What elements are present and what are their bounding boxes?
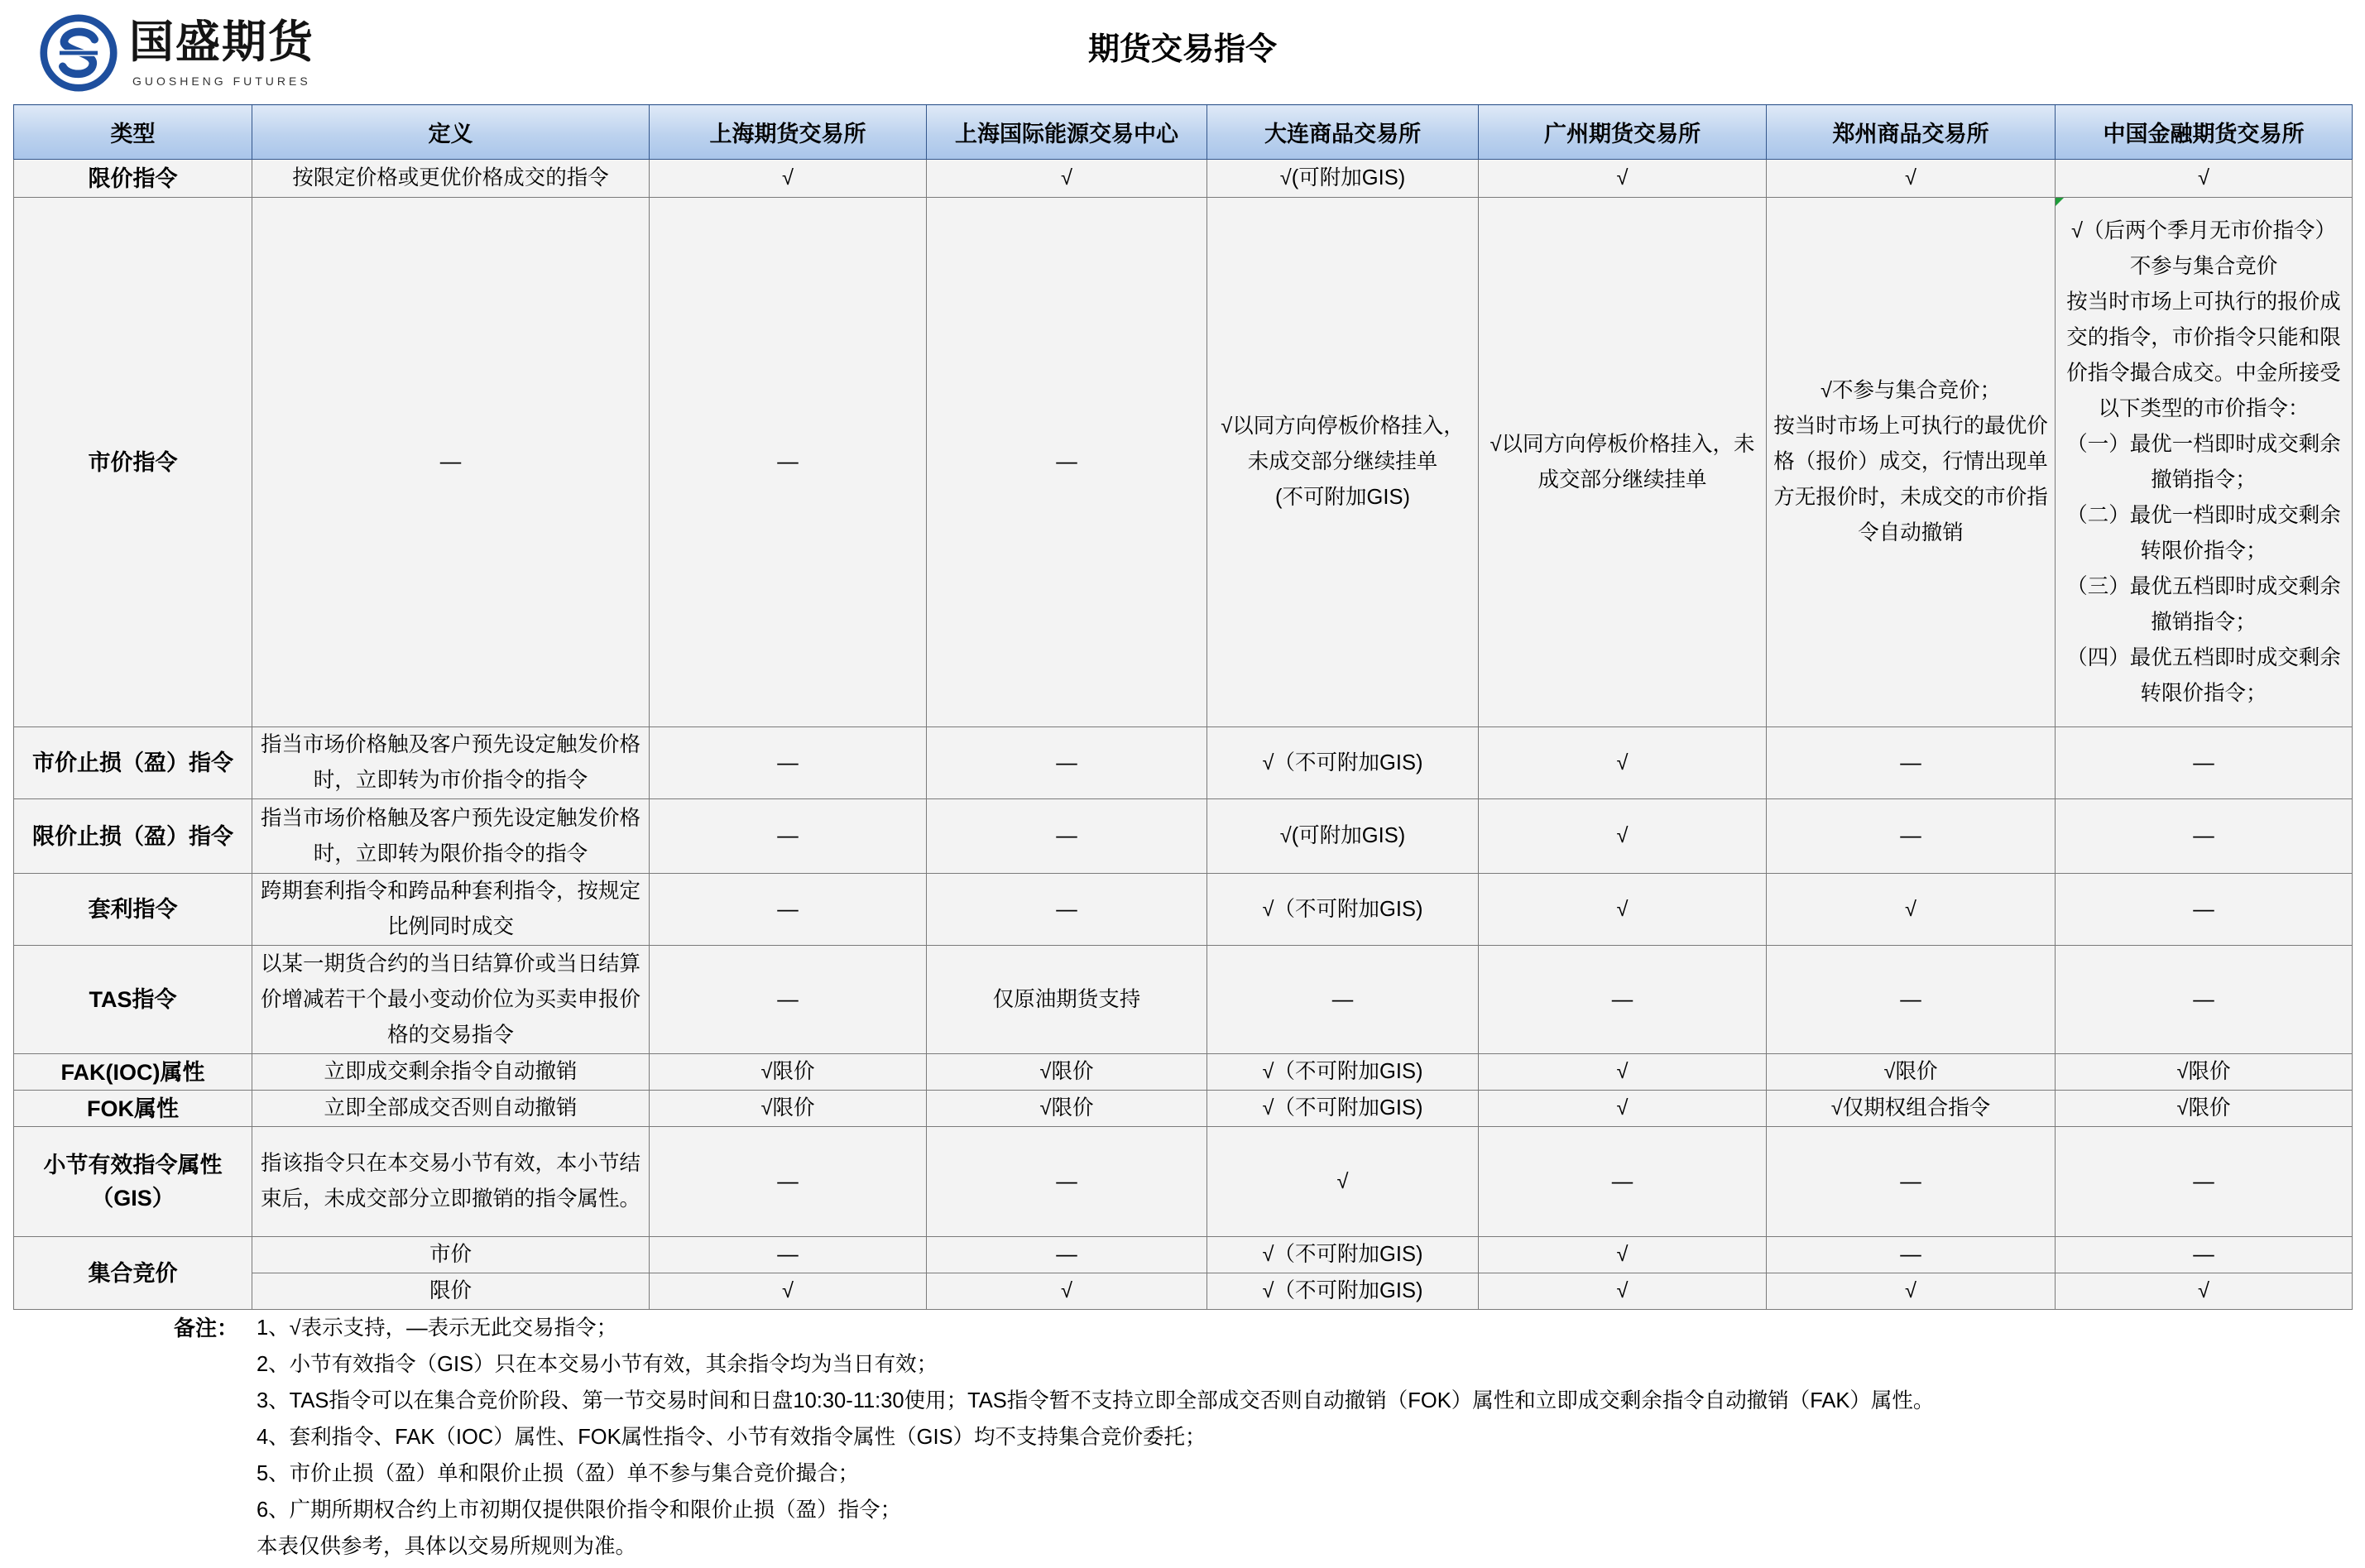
cell-text-line: √ xyxy=(782,1279,794,1302)
cell-cffex xyxy=(2056,1273,2353,1310)
cell-text-line: — xyxy=(2193,1169,2214,1193)
cell-text-line: FAK(IOC)属性 xyxy=(60,1059,205,1085)
cell-shfe xyxy=(650,1127,927,1237)
cell-text-line: 时，立即转为市价指令的指令 xyxy=(313,769,588,792)
cell-text-line: — xyxy=(777,750,799,774)
cell-definition xyxy=(252,799,650,874)
cell-text-line: √（不可附加GIS) xyxy=(1262,1060,1423,1083)
cell-text-line: — xyxy=(777,824,799,847)
cell-text-line: — xyxy=(777,1243,799,1266)
cell-ine xyxy=(927,1273,1207,1310)
note-item: 1、√表示支持，—表示无此交易指令； xyxy=(257,1316,618,1340)
cell-text-line: — xyxy=(439,450,462,473)
cell-text-line: √ xyxy=(1905,897,1916,921)
cell-text-line: 时，立即转为限价指令的指令 xyxy=(313,842,588,866)
cell-shfe xyxy=(650,1273,927,1310)
cell-shfe xyxy=(650,874,927,946)
cell-text-line: √ xyxy=(1616,1060,1629,1083)
cell-text-line: — xyxy=(1331,987,1354,1011)
cell-definition xyxy=(252,1237,650,1273)
cell-cffex xyxy=(2056,1237,2353,1273)
cell-text-line: 指该指令只在本交易小节有效，本小节结 xyxy=(260,1152,640,1175)
cell-text-line: — xyxy=(1900,824,1921,847)
cell-text-line: — xyxy=(777,450,799,473)
cell-ine xyxy=(927,198,1207,727)
cell-text-line: √以同方向停板价格挂入， xyxy=(1221,415,1465,438)
cell-text-line: 价增减若干个最小变动价位为买卖申报价 xyxy=(260,987,640,1011)
cell-gfex xyxy=(1479,1237,1767,1273)
cell-text-line: √ xyxy=(2198,166,2209,189)
page-title: 期货交易指令 xyxy=(1087,32,1277,67)
cell-dce xyxy=(1207,1273,1479,1310)
column-header-cffex: 中国金融期货交易所 xyxy=(2056,105,2353,160)
cell-dce xyxy=(1207,1237,1479,1273)
cell-text-line: √ xyxy=(1616,1096,1629,1120)
cell-dce xyxy=(1207,946,1479,1054)
cell-text-line: — xyxy=(2193,1243,2214,1266)
cell-gfex xyxy=(1479,727,1767,799)
cell-ine xyxy=(927,727,1207,799)
company-name-english: GUOSHENG FUTURES xyxy=(132,74,311,88)
row-type-label xyxy=(14,198,252,727)
cell-text-line: √（不可附加GIS) xyxy=(1262,1096,1423,1120)
cell-shfe xyxy=(650,198,927,727)
cell-definition xyxy=(252,198,650,727)
cell-czce xyxy=(1767,198,2056,727)
column-header-dce: 大连商品交易所 xyxy=(1207,105,1479,160)
cell-dce xyxy=(1207,727,1479,799)
table-row xyxy=(14,727,2353,799)
table-row xyxy=(14,946,2353,1054)
notes-label: 备注： xyxy=(174,1316,239,1340)
cell-text-line: 立即全部成交否则自动撤销 xyxy=(324,1096,578,1120)
cell-text-line: 撤销指令； xyxy=(2151,610,2257,634)
cell-shfe xyxy=(650,1091,927,1127)
cell-text-line: √限价 xyxy=(2176,1096,2231,1120)
cell-czce xyxy=(1767,946,2056,1054)
cell-text-line: — xyxy=(1611,987,1633,1011)
cell-text-line: — xyxy=(2193,897,2214,921)
cell-gfex xyxy=(1479,874,1767,946)
cell-text-line: 按当时市场上可执行的报价成 xyxy=(2066,290,2341,314)
table-row xyxy=(14,198,2353,727)
cell-text-line: √ xyxy=(1616,824,1629,847)
cell-text-line: 仅原油期货支持 xyxy=(992,987,1141,1011)
cell-cffex xyxy=(2056,160,2353,198)
note-item: 6、广期所期权合约上市初期仅提供限价指令和限价止损（盈）指令； xyxy=(257,1498,902,1522)
cell-definition xyxy=(252,1091,650,1127)
cell-text-line: 交的指令，市价指令只能和限 xyxy=(2066,325,2341,349)
cell-text-line: FOK属性 xyxy=(87,1096,179,1121)
cell-cffex xyxy=(2056,946,2353,1054)
column-header-gfex: 广州期货交易所 xyxy=(1479,105,1767,160)
cell-text-line: √ xyxy=(1061,1279,1072,1302)
cell-ine xyxy=(927,799,1207,874)
cell-ine xyxy=(927,1237,1207,1273)
cell-text-line: — xyxy=(1611,1169,1633,1193)
cell-czce xyxy=(1767,160,2056,198)
cell-text-line: 令自动撤销 xyxy=(1858,521,1964,544)
cell-text-line: 限价指令 xyxy=(88,165,178,191)
note-disclaimer: 本表仅供参考，具体以交易所规则为准。 xyxy=(257,1535,637,1558)
cell-text-line: （三）最优五档即时成交剩余 xyxy=(2066,574,2341,598)
cell-ine xyxy=(927,160,1207,198)
cell-text-line: 跨期套利指令和跨品种套利指令，按规定 xyxy=(260,880,640,903)
cell-text-line: √ xyxy=(1905,1279,1916,1302)
header-row xyxy=(14,105,2353,160)
cell-text-line: 转限价指令； xyxy=(2140,681,2267,705)
cell-text-line: （二）最优一档即时成交剩余 xyxy=(2066,503,2341,527)
cell-definition xyxy=(252,946,650,1054)
table-row xyxy=(14,1054,2353,1091)
note-item: 2、小节有效指令（GIS）只在本交易小节有效，其余指令均为当日有效； xyxy=(257,1353,938,1376)
cell-text-line: 转限价指令； xyxy=(2140,539,2267,563)
cell-text-line: √（不可附加GIS) xyxy=(1262,897,1423,921)
cell-text-line: √ xyxy=(1616,750,1629,774)
cell-text-line: 指当市场价格触及客户预先设定触发价格 xyxy=(260,806,640,830)
row-type-label xyxy=(14,1091,252,1127)
cell-definition xyxy=(252,727,650,799)
cell-definition xyxy=(252,1054,650,1091)
cell-ine xyxy=(927,946,1207,1054)
cell-text-line: √ xyxy=(1061,166,1072,189)
row-type-label xyxy=(14,1054,252,1091)
cell-text-line: √ xyxy=(1616,1243,1629,1266)
cell-dce xyxy=(1207,160,1479,198)
cell-text-line: — xyxy=(777,1169,799,1193)
cell-czce xyxy=(1767,799,2056,874)
cell-text-line: √ xyxy=(1905,166,1916,189)
cell-text-line: 市价止损（盈）指令 xyxy=(32,750,233,775)
cell-text-line: 限价 xyxy=(429,1279,472,1302)
cell-text-line: √限价 xyxy=(1039,1060,1094,1083)
cell-definition xyxy=(252,1127,650,1237)
cell-dce xyxy=(1207,1054,1479,1091)
cell-gfex xyxy=(1479,946,1767,1054)
cell-text-line: 立即成交剩余指令自动撤销 xyxy=(324,1060,578,1083)
cell-cffex xyxy=(2056,727,2353,799)
cell-cffex xyxy=(2056,1054,2353,1091)
cell-text-line: √ xyxy=(1616,897,1629,921)
cell-text-line: — xyxy=(1900,1169,1921,1193)
cell-text-line: — xyxy=(2193,750,2214,774)
row-type-label xyxy=(14,1127,252,1237)
cell-text-line: — xyxy=(2193,824,2214,847)
row-type-label xyxy=(14,799,252,874)
cell-text-line: 指当市场价格触及客户预先设定触发价格 xyxy=(260,733,640,756)
cell-shfe xyxy=(650,799,927,874)
cell-definition xyxy=(252,874,650,946)
cell-shfe xyxy=(650,946,927,1054)
cell-gfex xyxy=(1479,1273,1767,1310)
cell-gfex xyxy=(1479,198,1767,727)
cell-text-line: 小节有效指令属性 xyxy=(43,1153,223,1177)
cell-text-line: √ xyxy=(2198,1279,2209,1302)
cell-text-line: √(可附加GIS) xyxy=(1279,824,1406,847)
cell-text-line: 套利指令 xyxy=(88,897,178,922)
cell-text-line: （四）最优五档即时成交剩余 xyxy=(2066,645,2341,669)
cell-text-line: 按当时市场上可执行的最优价 xyxy=(1773,415,2048,438)
cell-text-line: 方无报价时，未成交的市价指 xyxy=(1773,486,2048,509)
cell-czce xyxy=(1767,1237,2056,1273)
cell-text-line: √限价 xyxy=(1883,1060,1938,1083)
cell-cffex xyxy=(2056,799,2353,874)
column-header-type: 类型 xyxy=(14,105,252,160)
cell-text-line: √ xyxy=(782,166,794,189)
cell-text-line: √（不可附加GIS) xyxy=(1262,1243,1423,1266)
table-row xyxy=(14,874,2353,946)
column-header-ine: 上海国际能源交易中心 xyxy=(927,105,1207,160)
cell-text-line: √以同方向停板价格挂入，未 xyxy=(1490,432,1755,456)
cell-text-line: — xyxy=(777,897,799,921)
cell-text-line: — xyxy=(1900,987,1921,1011)
cell-text-line: 市价指令 xyxy=(88,449,178,475)
company-name: 国盛期货 xyxy=(129,17,314,67)
table-subrow xyxy=(14,1237,2353,1273)
order-type-table xyxy=(13,104,2353,1310)
cell-gfex xyxy=(1479,1091,1767,1127)
cell-gfex xyxy=(1479,1054,1767,1091)
cell-cffex xyxy=(2056,1091,2353,1127)
cell-text-line: — xyxy=(1056,897,1077,921)
cell-text-line: 市价 xyxy=(429,1243,472,1266)
cell-shfe xyxy=(650,160,927,198)
column-header-shfe: 上海期货交易所 xyxy=(650,105,927,160)
table-body xyxy=(14,160,2353,1310)
cell-dce xyxy=(1207,198,1479,727)
cell-czce xyxy=(1767,874,2056,946)
notes-list xyxy=(257,1310,1934,1565)
cell-text-line: 限价止损（盈）指令 xyxy=(32,823,233,849)
cell-dce xyxy=(1207,874,1479,946)
cell-text-line: 集合竞价 xyxy=(88,1260,178,1286)
cell-text-line: √（不可附加GIS) xyxy=(1262,750,1423,774)
cell-cffex xyxy=(2056,1127,2353,1237)
cell-text-line: — xyxy=(1056,750,1077,774)
cell-ine xyxy=(927,1091,1207,1127)
cell-text-line: — xyxy=(1056,1243,1077,1266)
cell-text-line: √ xyxy=(1616,166,1629,189)
cell-gfex xyxy=(1479,799,1767,874)
cell-czce xyxy=(1767,727,2056,799)
cell-text-line: — xyxy=(1900,1243,1921,1266)
cell-czce xyxy=(1767,1091,2056,1127)
row-type-label xyxy=(14,1237,252,1310)
cell-text-line: √（后两个季月无市价指令） xyxy=(2071,218,2336,242)
cell-text-line: √ xyxy=(1336,1169,1349,1193)
cell-gfex xyxy=(1479,1127,1767,1237)
row-type-label xyxy=(14,874,252,946)
table-row xyxy=(14,1127,2353,1237)
cell-text-line: — xyxy=(1056,1169,1077,1193)
note-item: 5、市价止损（盈）单和限价止损（盈）单不参与集合竞价撮合； xyxy=(257,1462,860,1485)
cell-text-line: — xyxy=(1900,750,1921,774)
table-row xyxy=(14,160,2353,198)
cell-cffex xyxy=(2056,198,2353,727)
cell-text-line: √仅期权组合指令 xyxy=(1830,1096,1991,1120)
cell-ine xyxy=(927,874,1207,946)
cell-definition xyxy=(252,1273,650,1310)
row-type-label xyxy=(14,160,252,198)
cell-text-line: √限价 xyxy=(2176,1060,2231,1083)
cell-text-line: — xyxy=(1056,450,1077,473)
cell-dce xyxy=(1207,1127,1479,1237)
cell-text-line: √限价 xyxy=(760,1060,815,1083)
cell-text-line: 未成交部分继续挂单 xyxy=(1247,450,1438,473)
cell-text-line: √限价 xyxy=(1039,1096,1094,1120)
cell-text-line: （GIS） xyxy=(91,1186,175,1211)
cell-shfe xyxy=(650,1054,927,1091)
cell-gfex xyxy=(1479,160,1767,198)
cell-cffex xyxy=(2056,874,2353,946)
table-row xyxy=(14,799,2353,874)
cell-dce xyxy=(1207,799,1479,874)
cell-text-line: 价指令撮合成交。中金所接受 xyxy=(2066,361,2341,385)
column-header-czce: 郑州商品交易所 xyxy=(1767,105,2056,160)
cell-text-line: 不参与集合竞价 xyxy=(2129,254,2278,278)
cell-text-line: (不可附加GIS) xyxy=(1275,486,1410,509)
cell-text-line: 撤销指令； xyxy=(2151,468,2257,491)
table-subrow xyxy=(14,1273,2353,1310)
cell-shfe xyxy=(650,1237,927,1273)
cell-text-line: 束后，未成交部分立即撤销的指令属性。 xyxy=(260,1187,640,1211)
cell-definition xyxy=(252,160,650,198)
cell-text-line: （一）最优一档即时成交剩余 xyxy=(2066,432,2341,456)
cell-text-line: 成交部分继续挂单 xyxy=(1537,468,1707,491)
column-header-definition: 定义 xyxy=(252,105,650,160)
cell-text-line: 格的交易指令 xyxy=(386,1023,514,1047)
cell-text-line: √(可附加GIS) xyxy=(1279,166,1406,189)
cell-text-line: 按限定价格或更优价格成交的指令 xyxy=(292,166,609,189)
cell-czce xyxy=(1767,1054,2056,1091)
cell-text-line: √限价 xyxy=(760,1096,815,1120)
cell-text-line: 以下类型的市价指令： xyxy=(2098,396,2310,420)
table-header xyxy=(14,105,2353,160)
row-type-label xyxy=(14,946,252,1054)
cell-text-line: √（不可附加GIS) xyxy=(1262,1279,1423,1302)
cell-text-line: — xyxy=(777,987,799,1011)
cell-text-line: √ xyxy=(1616,1279,1629,1302)
cell-shfe xyxy=(650,727,927,799)
cell-czce xyxy=(1767,1273,2056,1310)
cell-text-line: TAS指令 xyxy=(89,987,177,1012)
cell-text-line: — xyxy=(1056,824,1077,847)
note-item: 4、套利指令、FAK（IOC）属性、FOK属性指令、小节有效指令属性（GIS）均不支持集合竞价委托； xyxy=(257,1426,1206,1449)
cell-text-line: 比例同时成交 xyxy=(386,915,514,938)
cell-text-line: 格（报价）成交，行情出现单 xyxy=(1773,450,2048,473)
table-row xyxy=(14,1091,2353,1127)
cell-ine xyxy=(927,1127,1207,1237)
note-item: 3、TAS指令可以在集合竞价阶段、第一节交易时间和日盘10:30-11:30使用；TAS指令暂不支持立即全部成交否则自动撤销（FOK）属性和立即成交剩余指令自动撤销（FAK）属性。 xyxy=(257,1389,1935,1412)
row-type-label xyxy=(14,727,252,799)
cell-text-line: — xyxy=(2193,987,2214,1011)
cell-czce xyxy=(1767,1127,2056,1237)
cell-dce xyxy=(1207,1091,1479,1127)
cell-text-line: √不参与集合竞价； xyxy=(1821,379,2001,402)
cell-ine xyxy=(927,1054,1207,1091)
cell-text-line: 以某一期货合约的当日结算价或当日结算 xyxy=(260,952,640,976)
